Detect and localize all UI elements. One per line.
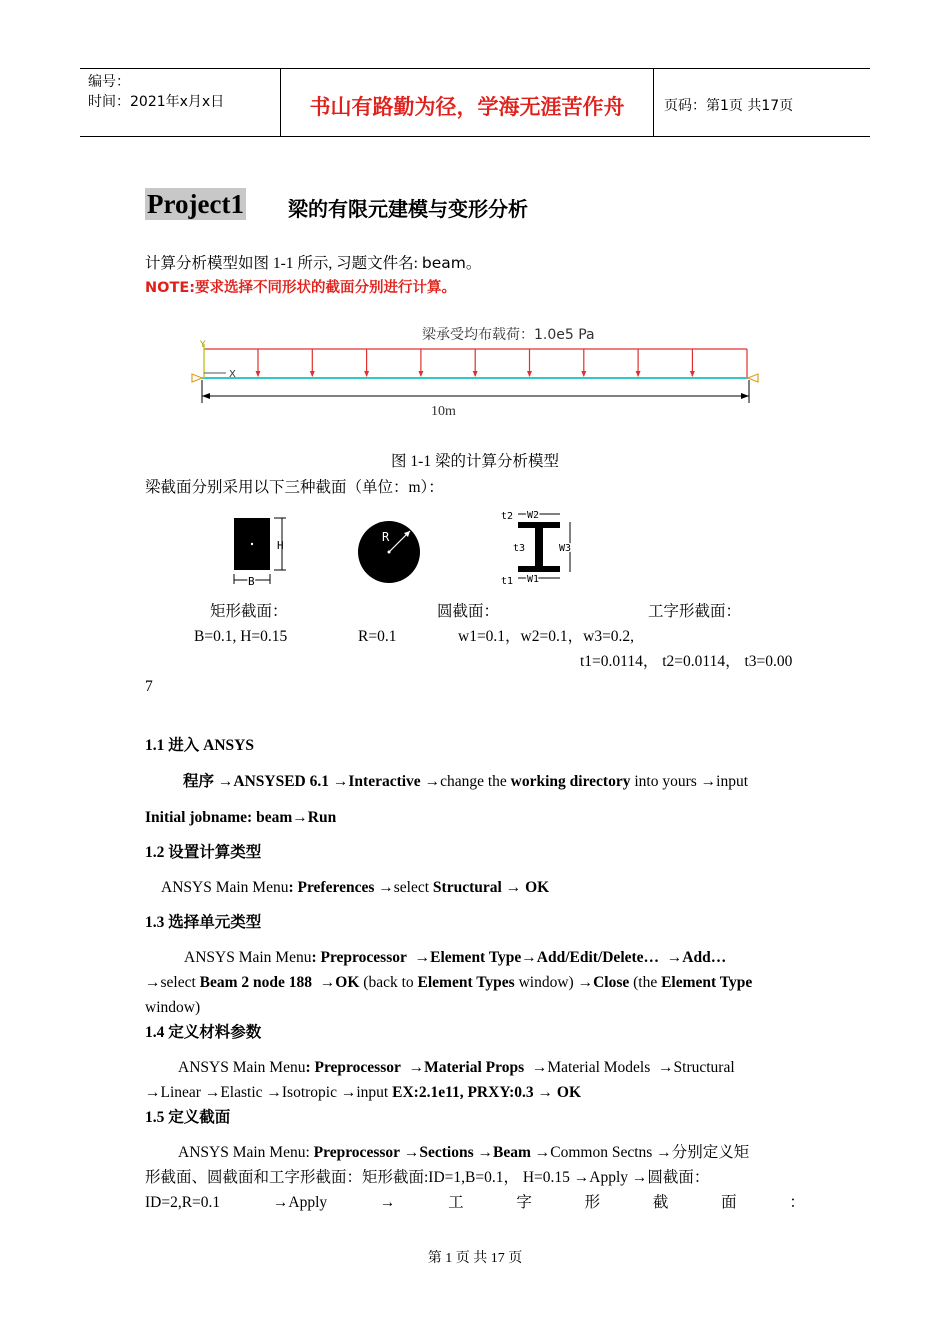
header-motto: 书山有路勤为径，学海无涯苦作舟	[281, 69, 654, 136]
rect-section-params: B=0.1, H=0.15	[194, 628, 288, 645]
ibeam-top-flange	[518, 522, 560, 528]
header-time: 时间：2021年x月x日	[88, 94, 225, 110]
ibeam-section-diagram	[498, 508, 588, 588]
file-name: beam	[421, 254, 466, 272]
ibeam-section-params-2: t1=0.0114， t2=0.0114， t3=0.00	[580, 653, 793, 670]
x-axis-label: X	[229, 369, 236, 380]
ibeam-section-params-1: w1=0.1，w2=0.1，w3=0.2,	[458, 628, 635, 645]
w1-label: W1	[527, 574, 540, 585]
section-1-1-line-1: 程序 →ANSYSED 6.1 →Interactive →change the working directory into yours →input	[183, 773, 749, 790]
note-line: NOTE:要求选择不同形状的截面分别进行计算。	[145, 280, 457, 296]
load-arrows	[256, 349, 695, 377]
figure-caption: 图 1-1 梁的计算分析模型	[391, 453, 559, 470]
project-label: Project1	[147, 189, 244, 219]
beam-diagram	[186, 318, 766, 428]
load-label: 梁承受均布载荷：1.0e5 Pa	[422, 327, 595, 343]
rect-section-title: 矩形截面：	[210, 603, 288, 620]
ibeam-web	[535, 528, 543, 566]
t3-label: t3	[513, 543, 526, 554]
header-number: 编号：	[88, 74, 130, 90]
circle-centroid	[388, 551, 391, 554]
section-1-2-heading: 1.2 设置计算类型	[145, 844, 262, 861]
h-dim-label: H	[277, 539, 284, 552]
load-arrow-head-8	[636, 371, 641, 377]
section-1-5-line-3: ID=2,R=0.1 →Apply → 工 字 形 截 面 ：	[145, 1194, 805, 1211]
load-arrow-head-6	[527, 371, 532, 377]
section-1-1-heading: 1.1 进入 ANSYS	[145, 737, 254, 754]
section-1-4-line-1: ANSYS Main Menu: Preprocessor →Material Props →Material Models →Structural	[178, 1059, 735, 1076]
y-axis-label: Y	[200, 340, 206, 350]
rect-centroid	[251, 543, 253, 545]
section-1-3-line-3: window)	[145, 999, 201, 1016]
w3-label: W3	[559, 543, 572, 554]
header-page-number: 页码：第1页 共17页	[664, 98, 794, 114]
page-footer: 第 1 页 共 17 页	[427, 1251, 523, 1266]
dimension-right-arrow	[741, 393, 749, 399]
circle-section-params: R=0.1	[358, 628, 397, 645]
section-1-3-line-2: →select Beam 2 node 188 →OK (back to Element Types window) →Close (the Element Type	[145, 974, 753, 991]
ibeam-section-title: 工字形截面：	[648, 603, 742, 620]
t2-label: t2	[501, 511, 514, 522]
section-1-5-line-2: 形截面、圆截面和工字形截面：矩形截面:ID=1,B=0.1， H=0.15 →Apply →圆截面：	[145, 1169, 710, 1186]
section-1-3-heading: 1.3 选择单元类型	[145, 914, 262, 931]
load-arrow-head-9	[690, 371, 695, 377]
circle-section-title: 圆截面：	[437, 603, 500, 620]
load-arrow-head-5	[473, 371, 478, 377]
page-header	[80, 68, 870, 137]
section-1-2-line: ANSYS Main Menu: Preferences →select Structural → OK	[161, 879, 550, 896]
circle-section-figure	[356, 508, 426, 588]
section-1-5-heading: 1.5 定义截面	[145, 1109, 231, 1126]
section-1-4-heading: 1.4 定义材料参数	[145, 1024, 262, 1041]
t1-label: t1	[501, 576, 514, 587]
ibeam-bottom-flange	[518, 566, 560, 572]
page-title: 梁的有限元建模与变形分析	[288, 197, 528, 221]
load-arrow-head-2	[310, 371, 315, 377]
section-1-3-line-1: ANSYS Main Menu: Preprocessor →Element Type→Add/Edit/Delete… →Add…	[184, 949, 727, 966]
dimension-left-arrow	[202, 393, 210, 399]
circle-section-diagram	[356, 508, 426, 588]
load-arrow-head-4	[418, 371, 423, 377]
ibeam-section-params-3: 7	[145, 678, 153, 695]
radius-label: R	[382, 530, 390, 544]
section-1-1-line-2: Initial jobname: beam→Run	[145, 809, 337, 826]
load-arrow-head-1	[256, 371, 261, 377]
left-support-icon	[192, 374, 202, 382]
load-arrow-head-7	[581, 371, 586, 377]
sections-intro: 梁截面分别采用以下三种截面（单位：m）：	[145, 479, 444, 496]
length-label: 10m	[431, 404, 456, 419]
intro-line: 计算分析模型如图 1-1 所示, 习题文件名: beam。	[145, 254, 482, 272]
header-info-cell	[80, 69, 281, 136]
section-1-5-line-1: ANSYS Main Menu: Preprocessor →Sections →Beam →Common Sectns →分别定义矩	[178, 1144, 750, 1161]
b-dim-label: B	[248, 575, 255, 588]
beam-figure	[186, 318, 766, 428]
rect-section-diagram	[226, 508, 296, 588]
rect-section-figure	[226, 508, 296, 588]
w2-label: W2	[527, 510, 540, 521]
ibeam-section-figure	[498, 508, 588, 588]
section-1-4-line-2: →Linear →Elastic →Isotropic →input EX:2.1e11, PRXY:0.3 → OK	[145, 1084, 582, 1101]
load-arrow-head-3	[364, 371, 369, 377]
